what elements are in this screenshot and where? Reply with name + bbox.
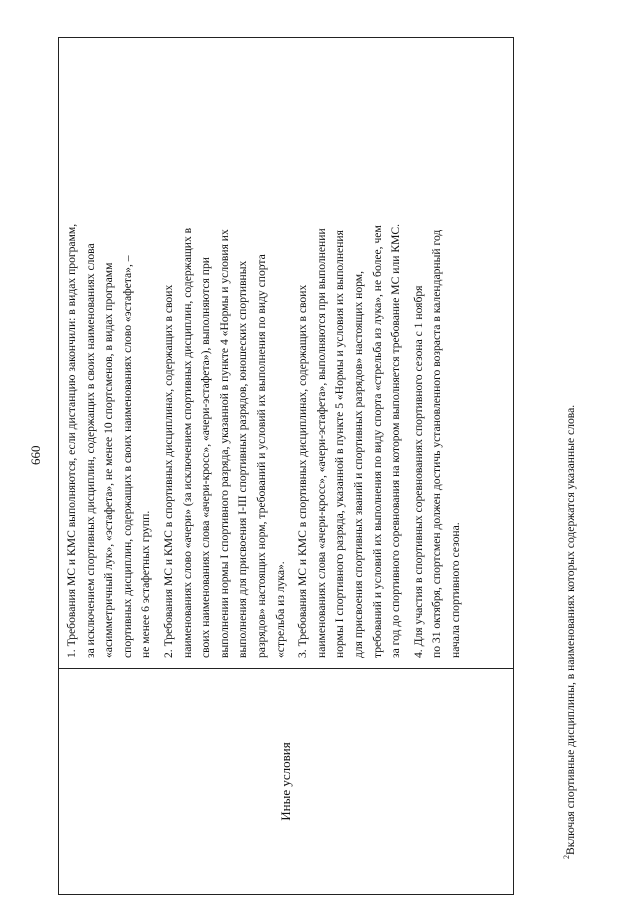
condition-line: наименованиях слово «ачери» (за исключением спортивных дисциплин, содержащих в bbox=[180, 227, 194, 658]
condition-line: 2. Требования МС и КМС в спортивных дисциплинах, содержащих в своих bbox=[161, 284, 175, 658]
condition-item bbox=[160, 42, 290, 658]
condition-item bbox=[294, 42, 406, 658]
condition-line: начала спортивного сезона. bbox=[448, 522, 462, 658]
condition-line: по 31 октября, спортсмен должен достичь установленного возраста в календарный год bbox=[430, 229, 444, 658]
condition-line: «стрельба из лука». bbox=[273, 561, 287, 658]
condition-line: наименованиях слова «ачери-кросс», «ачери-эстафета», выполняются при выполнении bbox=[314, 228, 328, 658]
condition-line: 4. Для участия в спортивных соревнованиях спортивного сезона с 1 ноября bbox=[411, 285, 425, 658]
condition-line: нормы I спортивного разряда, указанной в пункте 5 «Нормы и условия их выполнения bbox=[333, 230, 347, 658]
label-cell bbox=[59, 668, 513, 894]
condition-line: для присвоения спортивных званий и спортивных разрядов» настоящих норм, bbox=[351, 270, 365, 658]
condition-line: своих наименованиях слова «ачери-кросс», «ачери-эстафета»), выполняются при bbox=[199, 257, 213, 658]
condition-line: за исключением спортивных дисциплин, содержащих в своих наименованиях слова bbox=[83, 243, 97, 658]
condition-line: выполнения для присвоения I-III спортивных разрядов, юношеских спортивных bbox=[236, 260, 250, 658]
condition-line: выполнении нормы I спортивного разряда, указанной в пункте 4 «Нормы и условия их bbox=[217, 229, 231, 658]
footnote bbox=[562, 405, 577, 859]
condition-line: 1. Требования МС и КМС выполняются, если дистанцию закончили: в видах программ, bbox=[65, 223, 78, 658]
condition-item bbox=[63, 42, 156, 658]
condition-line: «асимметричный лук», «эстафета», не менее 10 спортсменов, в видах программ bbox=[102, 262, 116, 658]
condition-line: за год до спортивного соревнования на котором выполняется требование МС или КМС. bbox=[389, 223, 403, 658]
footnote-marker: 2 bbox=[562, 855, 571, 859]
condition-item bbox=[410, 42, 466, 658]
content-cell bbox=[63, 42, 469, 658]
condition-line: 3. Требования МС и КМС в спортивных дисциплинах, содержащих в своих bbox=[296, 284, 310, 658]
condition-line: требований и условий их выполнения по виду спорта «стрельба из лука», не более, чем bbox=[370, 225, 384, 658]
footnote-text: Включая спортивные дисциплины, в наименованиях которых содержатся указанные слова. bbox=[563, 404, 577, 855]
condition-line: разрядов» настоящих норм, требований и условий их выполнения по виду спорта bbox=[254, 254, 268, 658]
conditions-table bbox=[58, 37, 514, 895]
row-label: Иные условия bbox=[278, 742, 293, 821]
condition-line: не менее 6 эстафетных групп. bbox=[139, 510, 153, 658]
condition-line: спортивных дисциплин, содержащих в своих наименованиях слово «эстафета», – bbox=[120, 255, 134, 658]
page-number: 660 bbox=[28, 445, 43, 465]
